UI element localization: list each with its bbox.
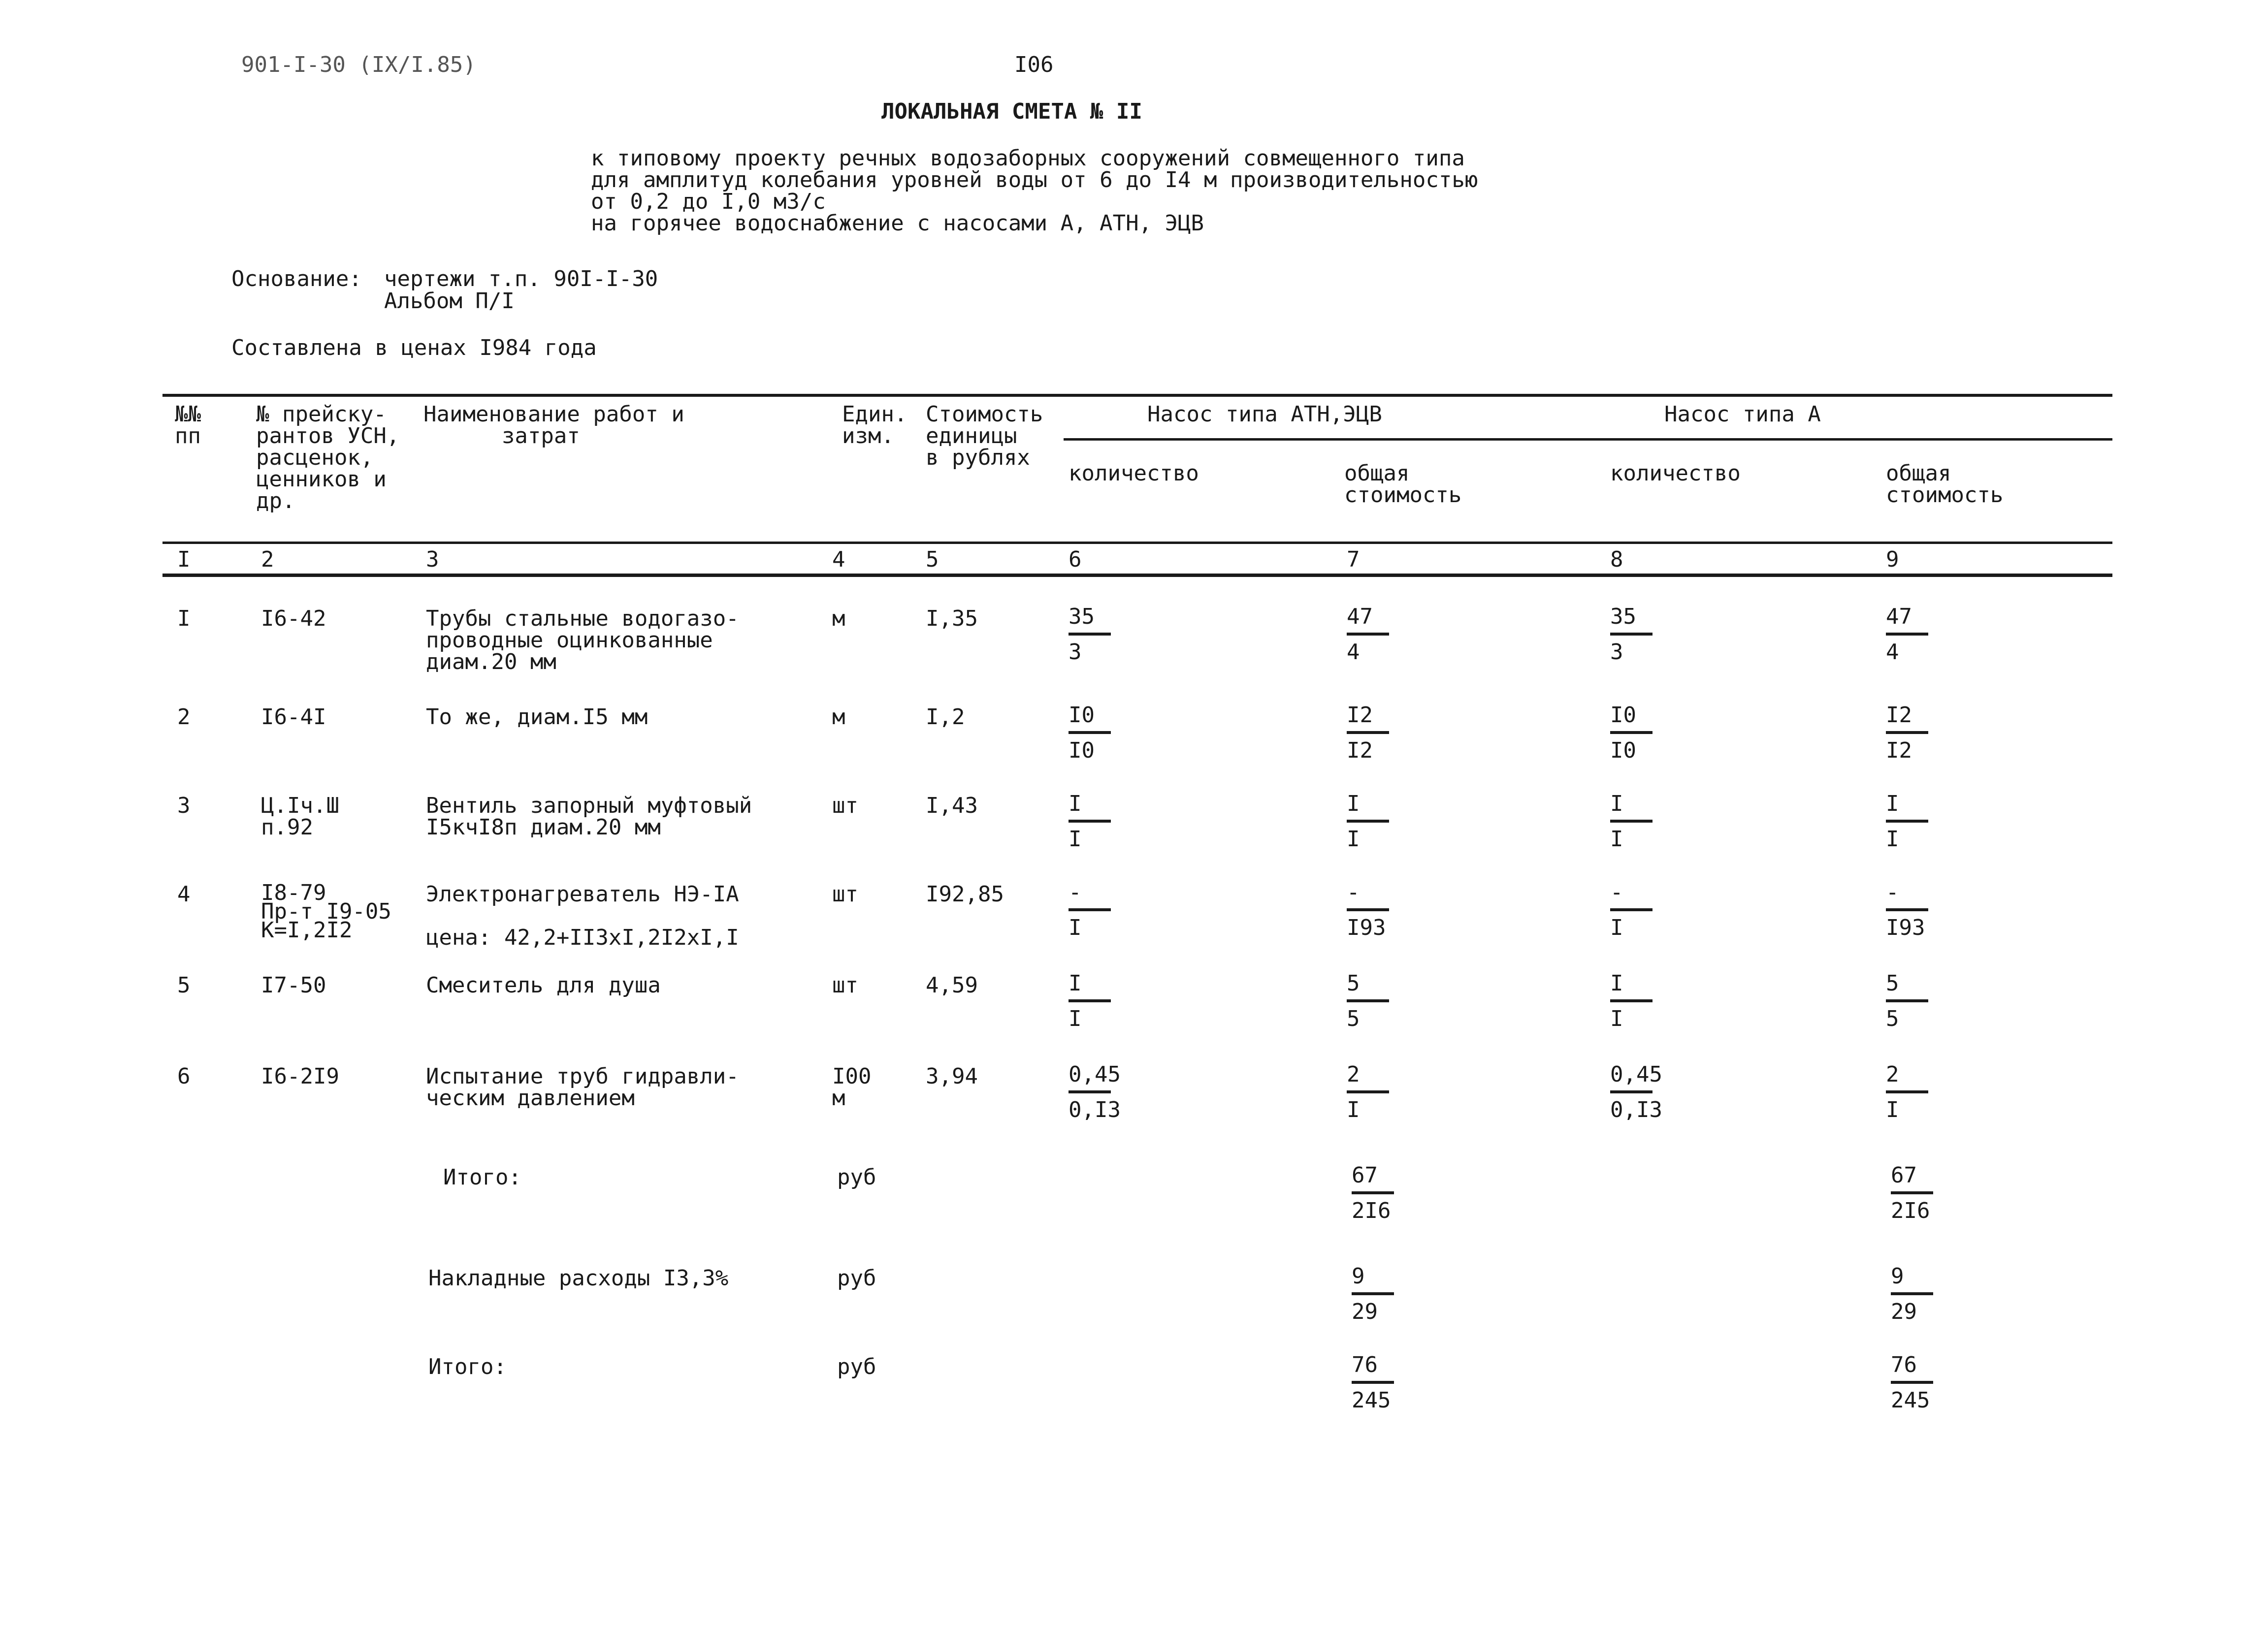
row-unit-cost: I92,85 bbox=[926, 882, 1004, 907]
row-unit: шт bbox=[832, 882, 858, 907]
total-a-fraction: I2 I2 bbox=[1886, 702, 1950, 765]
summary-label: Итого: bbox=[428, 1354, 507, 1379]
basis-label: Основание: bbox=[231, 266, 362, 291]
qty-atn-fraction: 35 3 bbox=[1069, 603, 1133, 666]
qty-atn-fraction: I0 I0 bbox=[1069, 702, 1133, 765]
header-col-name: Наименование работ и затрат bbox=[423, 402, 684, 448]
total-atn-fraction: 2 I bbox=[1347, 1061, 1411, 1124]
group-header-rule bbox=[1064, 438, 2112, 441]
row-unit: шт bbox=[832, 793, 858, 818]
subtitle-line-2: для амплитуд колебания уровней воды от 6 до I4 м производительностью bbox=[591, 167, 1478, 192]
header-group-atn: Насос типа АТН,ЭЦВ bbox=[1147, 402, 1382, 427]
colnum-1: I bbox=[177, 547, 191, 572]
colnum-2: 2 bbox=[261, 547, 274, 572]
row-unit: шт bbox=[832, 973, 858, 998]
row-ref: I6-4I bbox=[261, 704, 326, 730]
qty-a-fraction: I I bbox=[1610, 970, 1674, 1033]
total-a-fraction: I I bbox=[1886, 790, 1950, 853]
qty-a-fraction: I I bbox=[1610, 790, 1674, 853]
row-name: Вентиль запорный муфтовый I5кчI8п диам.20 мм bbox=[426, 793, 752, 840]
total-a-fraction: 76 245 bbox=[1891, 1351, 1955, 1414]
colnum-5: 5 bbox=[926, 547, 939, 572]
total-atn-fraction: I I bbox=[1347, 790, 1411, 853]
subtitle-line-4: на горячее водоснабжение с насосами А, АТН, ЭЦВ bbox=[591, 211, 1204, 236]
corner-code: 901-I-30 (IX/I.85) bbox=[241, 52, 476, 77]
row-ref: I7-50 bbox=[261, 973, 326, 998]
row-unit: I00 м bbox=[832, 1064, 872, 1111]
row-unit-cost: I,35 bbox=[926, 606, 978, 631]
summary-unit: руб bbox=[837, 1165, 876, 1190]
row-ref: I8-79 Пр-т I9-05 К=I,2I2 bbox=[261, 880, 391, 943]
row-no: 6 bbox=[177, 1064, 191, 1089]
colnum-7: 7 bbox=[1347, 547, 1360, 572]
total-a-fraction: 67 2I6 bbox=[1891, 1162, 1955, 1225]
header-total-atn: общая стоимость bbox=[1344, 461, 1462, 508]
row-no: 4 bbox=[177, 882, 191, 907]
total-a-fraction: 9 29 bbox=[1891, 1263, 1955, 1326]
qty-atn-fraction: I I bbox=[1069, 970, 1133, 1033]
qty-a-fraction: 0,45 0,I3 bbox=[1610, 1062, 1662, 1122]
row-unit-cost: I,2 bbox=[926, 704, 965, 730]
total-atn-fraction: 67 2I6 bbox=[1352, 1162, 1416, 1225]
row-name: То же, диам.I5 мм bbox=[426, 704, 648, 730]
row-no: 3 bbox=[177, 793, 191, 818]
summary-label: Итого: bbox=[443, 1165, 521, 1190]
qty-atn-fraction: I I bbox=[1069, 790, 1133, 853]
row-name: Электронагреватель НЭ-IА цена: 42,2+II3хI,2I2хI,I bbox=[426, 882, 739, 950]
header-col-ref: № прейску- рантов УСН, расценок, ценников и др. bbox=[256, 402, 400, 513]
page-number: I06 bbox=[1014, 52, 1054, 77]
summary-unit: руб bbox=[837, 1354, 876, 1379]
total-a-fraction: 5 5 bbox=[1886, 970, 1950, 1033]
qty-a-fraction: 35 3 bbox=[1610, 603, 1674, 666]
row-ref: I6-2I9 bbox=[261, 1064, 339, 1089]
subtitle-line-3: от 0,2 до I,0 м3/с bbox=[591, 189, 826, 214]
total-atn-fraction: 76 245 bbox=[1352, 1351, 1416, 1414]
document-title: ЛОКАЛЬНАЯ СМЕТА № II bbox=[881, 99, 1142, 124]
qty-atn-fraction: 0,45 0,I3 bbox=[1069, 1062, 1121, 1122]
header-bottom-rule bbox=[162, 542, 2112, 544]
colnum-4: 4 bbox=[832, 547, 845, 572]
row-ref: I6-42 bbox=[261, 606, 326, 631]
header-qty-a: количество bbox=[1610, 461, 1741, 486]
colnum-9: 9 bbox=[1886, 547, 1899, 572]
row-unit-cost: 4,59 bbox=[926, 973, 978, 998]
row-no: 2 bbox=[177, 704, 191, 730]
price-level: Составлена в ценах I984 года bbox=[231, 335, 597, 360]
total-atn-fraction: I2 I2 bbox=[1347, 702, 1411, 765]
colnum-bottom-rule bbox=[162, 574, 2112, 577]
total-a-fraction: - I93 bbox=[1886, 879, 1950, 942]
row-name: Трубы стальные водогазо- проводные оцинкованные диам.20 мм bbox=[426, 606, 739, 674]
qty-atn-fraction: - I bbox=[1069, 879, 1133, 942]
colnum-6: 6 bbox=[1069, 547, 1082, 572]
subtitle-line-1: к типовому проекту речных водозаборных сооружений совмещенного типа bbox=[591, 146, 1465, 171]
basis-line-2: Альбом П/I bbox=[384, 288, 515, 314]
row-no: 5 bbox=[177, 973, 191, 998]
total-a-fraction: 47 4 bbox=[1886, 603, 1950, 666]
total-atn-fraction: 5 5 bbox=[1347, 970, 1411, 1033]
total-atn-fraction: 9 29 bbox=[1352, 1263, 1416, 1326]
row-unit: м bbox=[832, 704, 845, 730]
header-total-a: общая стоимость bbox=[1886, 461, 2004, 508]
header-col-unit: Един. изм. bbox=[842, 402, 907, 448]
row-name: Смеситель для душа bbox=[426, 973, 661, 998]
header-col-no: №№ пп bbox=[175, 402, 201, 448]
qty-a-fraction: - I bbox=[1610, 879, 1674, 942]
row-no: I bbox=[177, 606, 191, 631]
total-atn-fraction: - I93 bbox=[1347, 879, 1411, 942]
summary-label: Накладные расходы I3,3% bbox=[428, 1266, 729, 1291]
total-a-fraction: 2 I bbox=[1886, 1061, 1950, 1124]
row-ref: Ц.Iч.Ш п.92 bbox=[261, 793, 339, 840]
row-unit-cost: 3,94 bbox=[926, 1064, 978, 1089]
row-unit-cost: I,43 bbox=[926, 793, 978, 818]
colnum-8: 8 bbox=[1610, 547, 1623, 572]
row-unit: м bbox=[832, 606, 845, 631]
total-atn-fraction: 47 4 bbox=[1347, 603, 1411, 666]
basis-line-1: чертежи т.п. 90I-I-30 bbox=[384, 266, 658, 291]
header-col-unit-cost: Стоимость единицы в рублях bbox=[926, 402, 1043, 470]
row-name: Испытание труб гидравли- ческим давлением bbox=[426, 1064, 739, 1111]
table-top-rule bbox=[162, 394, 2112, 397]
header-qty-atn: количество bbox=[1069, 461, 1199, 486]
header-group-a: Насос типа А bbox=[1664, 402, 1821, 427]
summary-unit: руб bbox=[837, 1266, 876, 1291]
colnum-3: 3 bbox=[426, 547, 439, 572]
qty-a-fraction: I0 I0 bbox=[1610, 702, 1674, 765]
